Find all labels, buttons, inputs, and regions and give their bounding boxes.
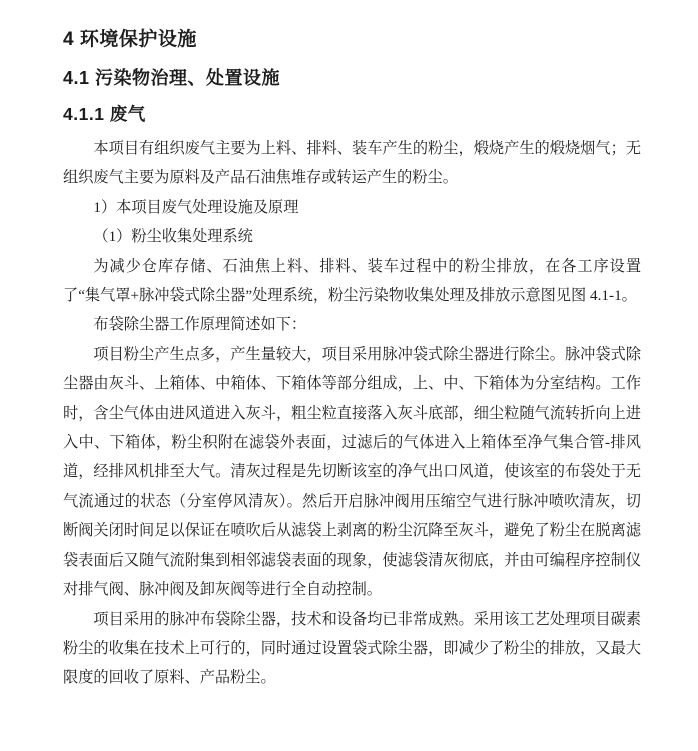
heading-level-3: 4.1.1 废气: [63, 104, 146, 124]
body-paragraph: 为减少仓库存储、石油焦上料、排料、装车过程中的粉尘排放，在各工序设置了“集气罩+脉冲袋式除尘器”处理系统，粉尘污染物收集处理及排放示意图见图 4.1-1。: [63, 257, 641, 305]
heading-level-1: 4 环境保护设施: [63, 29, 197, 50]
body-paragraph: 项目粉尘产生点多，产生量较大，项目采用脉冲袋式除尘器进行除尘。脉冲袋式除尘器由灰斗、上箱体、中箱体、下箱体等部分组成，上、中、下箱体为分室结构。工作时，含尘气体由进风道进入灰斗，粗尘粒直接落入灰斗底部，细尘粒随气流转折向上进入中、下箱体，粉尘积附在滤袋外表面，过滤后的气体进入上箱体至净气集合管-排风道，经排风机排至大气。清灰过程是先切断该室的净气出口风道，使该室的布袋处于无气流通过的状态（分室停风清灰）。然后开启脉冲阀用压缩空气进行脉冲喷吹清灰，切断阀关闭时间足以保证在喷吹后从滤袋上剥离的粉尘沉降至灰斗，避免了粉尘在脱离滤袋表面后又随气流附集到相邻滤袋表面的现象，使滤袋清灰彻底，并由可编程序控制仪对排气阀、脉冲阀及卸灰阀等进行全自动控制。: [63, 345, 641, 599]
body-paragraph: 本项目有组织废气主要为上料、排料、装车产生的粉尘，煅烧产生的煅烧烟气；无组织废气主要为原料及产品石油焦堆存或转运产生的粉尘。: [63, 140, 641, 187]
body-paragraph: （1）粉尘收集处理系统: [93, 228, 253, 246]
body-paragraph: 布袋除尘器工作原理简述如下：: [93, 316, 307, 334]
body-paragraph: 项目采用的脉冲布袋除尘器，技术和设备均已非常成熟。采用该工艺处理项目碳素粉尘的收集在技术上可行的，同时通过设置袋式除尘器，即减少了粉尘的排放，又最大限度的回收了原料、产品粉尘。: [63, 610, 641, 687]
body-paragraph: 1）本项目废气处理设施及原理: [93, 198, 299, 216]
heading-level-2: 4.1 污染物治理、处置设施: [63, 68, 281, 88]
